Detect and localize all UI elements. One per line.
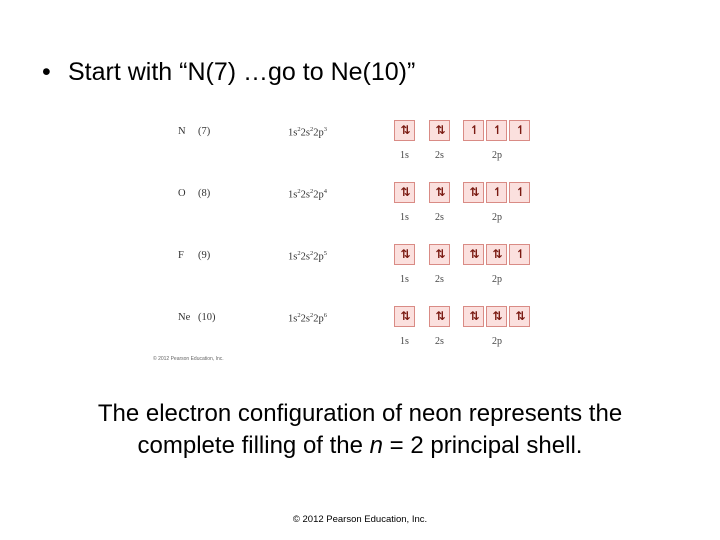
bullet-dot: •	[42, 58, 51, 86]
orbital-box-1s: ⇅	[394, 306, 415, 327]
orbital-box-2p: ⇅	[486, 306, 507, 327]
element-label: N (7)	[178, 126, 211, 137]
caption-line-1: The electron configuration of neon represents the	[97, 400, 623, 427]
footer-copyright: © 2012 Pearson Education, Inc.	[292, 514, 428, 525]
electron-configuration: $1s^22s^22p^6$	[288, 312, 327, 325]
subshell-label: 2p	[492, 336, 502, 347]
bullet-point	[42, 58, 415, 87]
subshell-label: 2s	[435, 274, 444, 285]
subshell-label: 1s	[400, 336, 409, 347]
subshell-label: 2s	[435, 212, 444, 223]
electron-configuration: $1s^22s^22p^3$	[288, 126, 327, 139]
subshell-label: 2s	[435, 150, 444, 161]
subshell-label: 2p	[492, 212, 502, 223]
element-label: Ne (10)	[178, 312, 216, 323]
orbital-box-2s: ⇅	[429, 244, 450, 265]
orbital-box-2s: ⇅	[429, 306, 450, 327]
orbital-box-2p: ↿	[509, 182, 530, 203]
orbital-box-2p: ⇅	[463, 182, 484, 203]
caption-line-2: complete filling of the n = 2 principal shell.	[137, 432, 583, 459]
orbital-box-2p: ↿	[509, 244, 530, 265]
orbital-box-1s: ⇅	[394, 244, 415, 265]
orbital-box-2p: ↿	[509, 120, 530, 141]
subshell-label: 2s	[435, 336, 444, 347]
orbital-box-1s: ⇅	[394, 120, 415, 141]
subshell-label: 1s	[400, 274, 409, 285]
subshell-label: 1s	[400, 150, 409, 161]
caption	[0, 398, 720, 462]
orbital-box-2s: ⇅	[429, 120, 450, 141]
orbital-row-oxygen	[150, 174, 540, 236]
subshell-label: 2p	[492, 274, 502, 285]
orbital-row-nitrogen	[150, 112, 540, 174]
orbital-box-2s: ⇅	[429, 182, 450, 203]
element-label: F (9)	[178, 250, 211, 261]
subshell-label: 1s	[400, 212, 409, 223]
orbital-box-2p: ⇅	[509, 306, 530, 327]
orbital-box-2p: ⇅	[463, 244, 484, 265]
orbital-box-2p: ↿	[486, 120, 507, 141]
subshell-label: 2p	[492, 150, 502, 161]
orbital-box-1s: ⇅	[394, 182, 415, 203]
orbital-diagram-figure	[150, 112, 540, 370]
electron-configuration: $1s^22s^22p^4$	[288, 188, 327, 201]
orbital-box-2p: ⇅	[486, 244, 507, 265]
figure-copyright: © 2012 Pearson Education, Inc.	[153, 356, 224, 362]
element-label: O (8)	[178, 188, 211, 199]
orbital-box-2p: ↿	[486, 182, 507, 203]
orbital-row-fluorine	[150, 236, 540, 298]
orbital-box-2p: ⇅	[463, 306, 484, 327]
orbital-row-neon	[150, 298, 540, 360]
bullet-text: Start with “N(7) …go to Ne(10)”	[68, 58, 416, 86]
orbital-box-2p: ↿	[463, 120, 484, 141]
electron-configuration: $1s^22s^22p^5$	[288, 250, 327, 263]
